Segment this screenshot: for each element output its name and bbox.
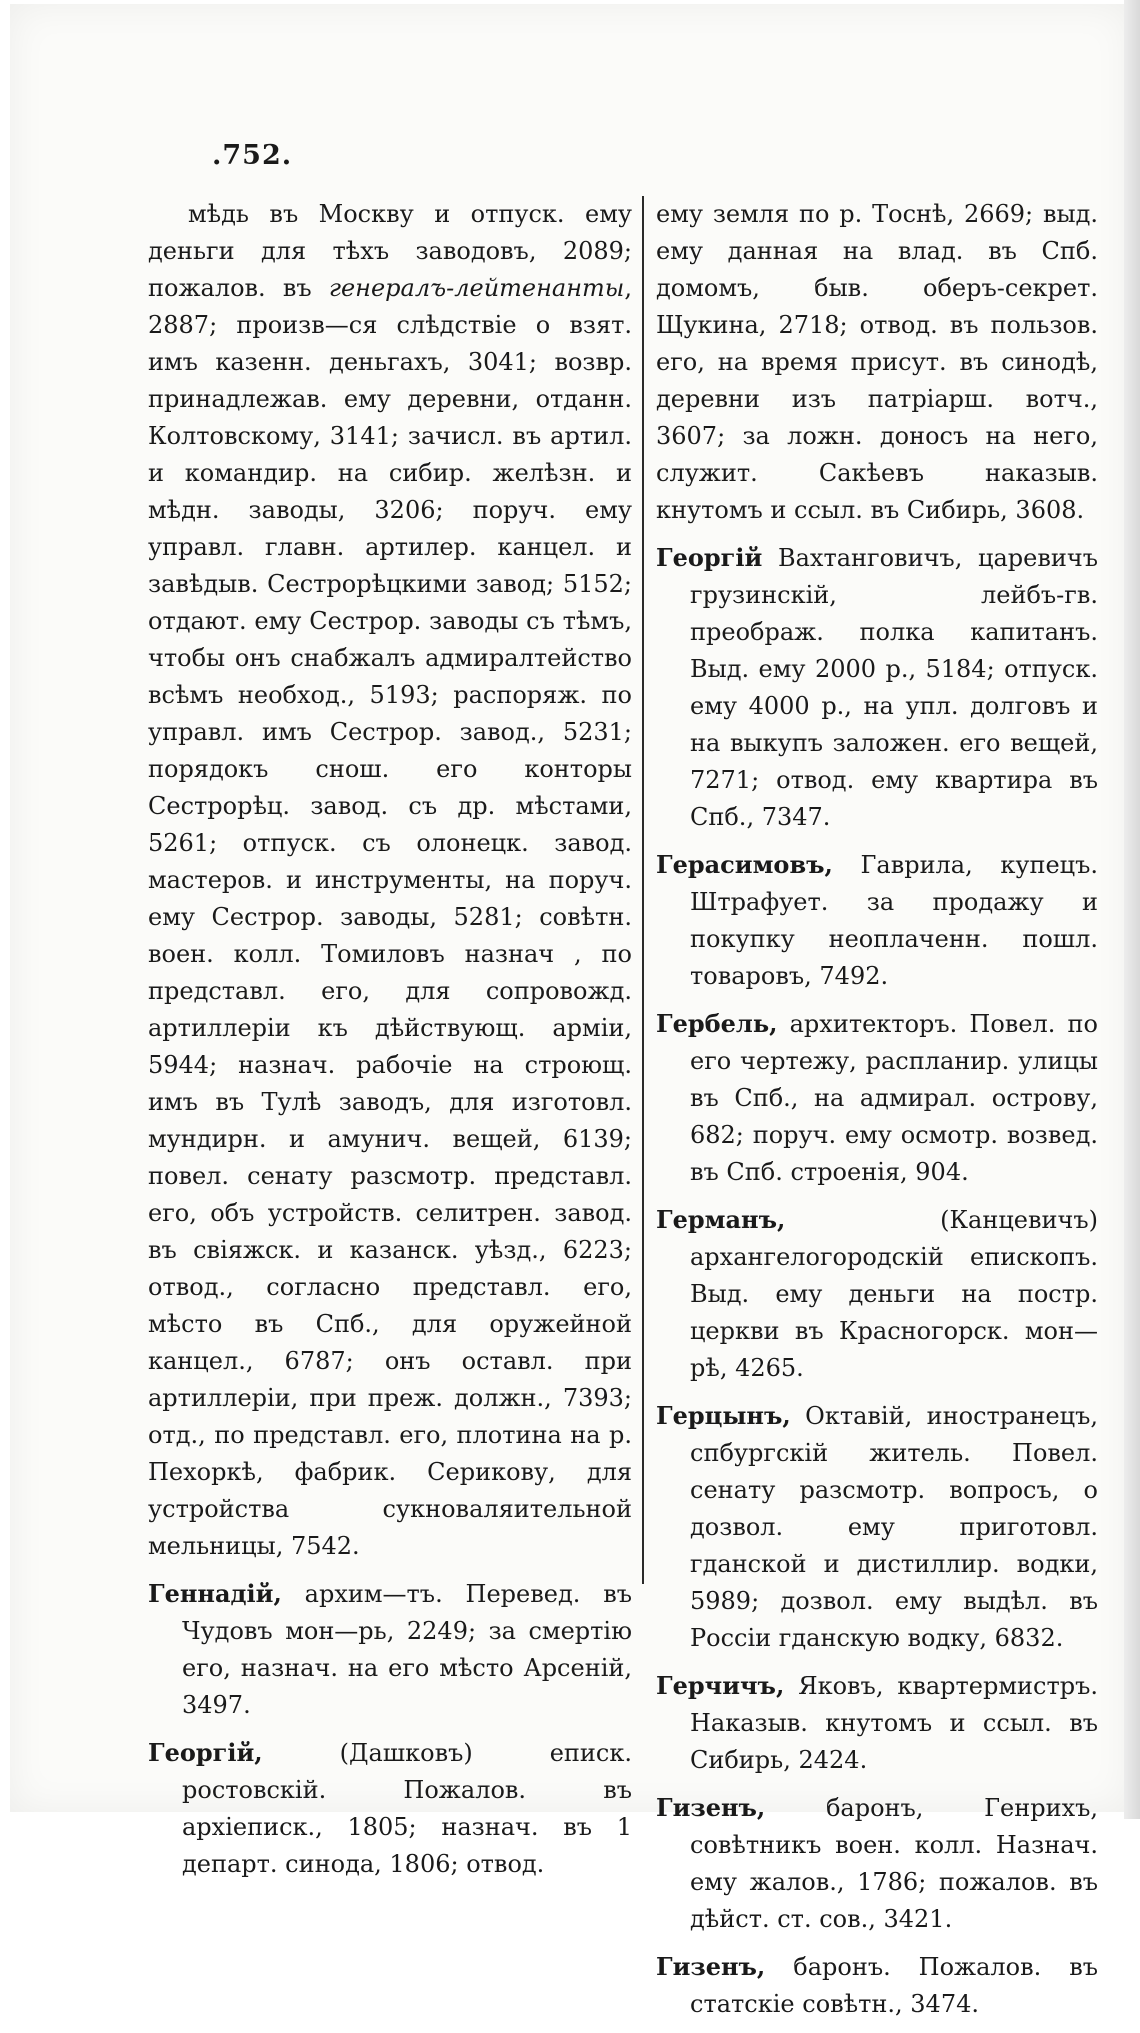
entry-continuation — [148, 196, 632, 1565]
entry-text-after: , 2887; произв—ся слѣдствіе о взят. имъ казенн. деньгахъ, 3041; возвр. принадлежав. ему деревни, отданн. Колтовскому, 3141; зачисл. въ артил. и командир. на сибир. желѣзн. и мѣдн. заводы, 3206; поруч. ему управл. главн. артилер. канцел. и завѣдыв. Сестрорѣцкими завод; 5152; отдают. ему Сестрор. заводы съ тѣмъ, чтобы онъ снабжалъ адмиралтейство всѣмъ необход., 5193; распоряж. по управл. имъ Сестрор. завод., 5231; порядокъ снош. его конторы Сестрорѣц. завод. съ др. мѣстами, 5261; отпуск. съ олонецк. завод. мастеров. и инструменты, на поруч. ему Сестрор. заводы, 5281; совѣтн. воен. колл. Томиловъ назнач , по представл. его, для сопровожд. артиллеріи къ дѣйствующ. арміи, 5944; назнач. рабочіе на строющ. имъ въ Тулѣ заводъ, для изготовл. мундирн. и амунич. вещей, 6139; повел. сенату разсмотр. представл. его, объ устройств. селитрен. завод. въ свіяжск. и казанск. уѣзд., 6223; отвод., согласно представл. его, мѣсто въ Спб., для оружейной канцел., 6787; онъ оставл. при артиллеріи, при преж. должн., 7393; отд., по представл. его, плотина на р. Пехоркѣ, фабрик. Серикову, для устройства сукноваляительной мельницы, 7542. — [148, 274, 632, 1560]
entry-text: баронъ, Генрихъ, совѣтникъ воен. колл. Назнач. ему жалов., 1786; пожалов. въ дѣйст. ст. сов., 3421. — [690, 1794, 1098, 1933]
entry-italic-text: генералъ-лейтенанты — [328, 274, 625, 302]
left-column — [148, 196, 632, 1893]
entry-gizen — [656, 1948, 1098, 2023]
page-number: .752. — [212, 140, 293, 171]
entry-headword: Георгій, — [148, 1738, 263, 1767]
entry-text: (Дашковъ) еписк. ростовскій. Пожалов. въ архіеписк., 1805; назнач. въ 1 департ. синода, 1806; отвод. — [182, 1739, 632, 1878]
entry-text: баронъ. Пожалов. въ статскіе совѣтн., 3474. — [690, 1953, 1098, 2018]
right-column — [656, 196, 1098, 2033]
entry-text: (Канцевичъ) архангелогородскій епископъ. Выд. ему деньги на постр. церкви въ Красногорск. мон—рѣ, 4265. — [690, 1206, 1098, 1382]
entry-continuation — [656, 196, 1098, 529]
entry-georgiy-vakhtangovich — [656, 539, 1098, 836]
entry-headword: Герасимовъ, — [656, 850, 833, 879]
entry-gennadiy — [148, 1575, 632, 1724]
entry-gertsyn — [656, 1397, 1098, 1657]
entry-gizen-heinrich — [656, 1789, 1098, 1938]
entry-text: архим—тъ. Перевед. въ Чудовъ мон—рь, 2249; за смертію его, назнач. на его мѣсто Арсеній, 3497. — [182, 1580, 632, 1719]
page-edge-shadow — [1124, 0, 1140, 1819]
column-divider — [642, 196, 644, 1584]
entry-text: мѣдь въ Москву и отпуск. ему деньги для тѣхъ заводовъ, 2089; пожалов. въ — [148, 200, 632, 302]
entry-headword: Герцынъ, — [656, 1401, 791, 1430]
entry-headword: Геннадій, — [148, 1579, 282, 1608]
entry-text: Гаврила, купецъ. Штрафует. за продажу и покупку неоплаченн. пошл. товаровъ, 7492. — [690, 851, 1098, 990]
entry-gerbel — [656, 1005, 1098, 1191]
entry-georgiy-dashkov — [148, 1734, 632, 1883]
entry-headword: Гербель, — [656, 1009, 778, 1038]
entry-text: ему земля по р. Тоснѣ, 2669; выд. ему данная на влад. въ Спб. домомъ, быв. оберъ-секрет. Щукина, 2718; отвод. въ пользов. его, на время присут. въ синодѣ, деревни изъ патріарш. вотч., 3607; за ложн. доносъ на него, служит. Сакѣевъ наказыв. кнутомъ и ссыл. въ Сибирь, 3608. — [656, 200, 1098, 524]
entry-gerchich — [656, 1667, 1098, 1779]
entry-headword: Георгій — [656, 543, 763, 572]
entry-german — [656, 1201, 1098, 1387]
entry-headword: Гизенъ, — [656, 1952, 766, 1981]
entry-text: Яковъ, квартермистръ. Наказыв. кнутомъ и ссыл. въ Сибирь, 2424. — [690, 1672, 1098, 1774]
entry-text: Октавій, иностранецъ, спбургскій житель. Повел. сенату разсмотр. вопросъ, о дозвол. ему приготовл. гданской и дистиллир. водки, 5989; дозвол. ему выдѣл. въ Россіи гданскую водку, 6832. — [690, 1402, 1098, 1652]
entry-text: архитекторъ. Повел. по его чертежу, распланир. улицы въ Спб., на адмирал. острову, 682; поруч. ему осмотр. возвед. въ Спб. строенія, 904. — [690, 1010, 1098, 1186]
entry-headword: Гизенъ, — [656, 1793, 766, 1822]
entry-text: Вахтанговичъ, царевичъ грузинскій, лейбъ-гв. преображ. полка капитанъ. Выд. ему 2000 р., 5184; отпуск. ему 4000 р., на упл. долговъ и на выкупъ заложен. его вещей, 7271; отвод. ему квартира въ Спб., 7347. — [690, 544, 1098, 831]
entry-headword: Герчичъ, — [656, 1671, 785, 1700]
entry-headword: Германъ, — [656, 1205, 786, 1234]
entry-gerasimov — [656, 846, 1098, 995]
